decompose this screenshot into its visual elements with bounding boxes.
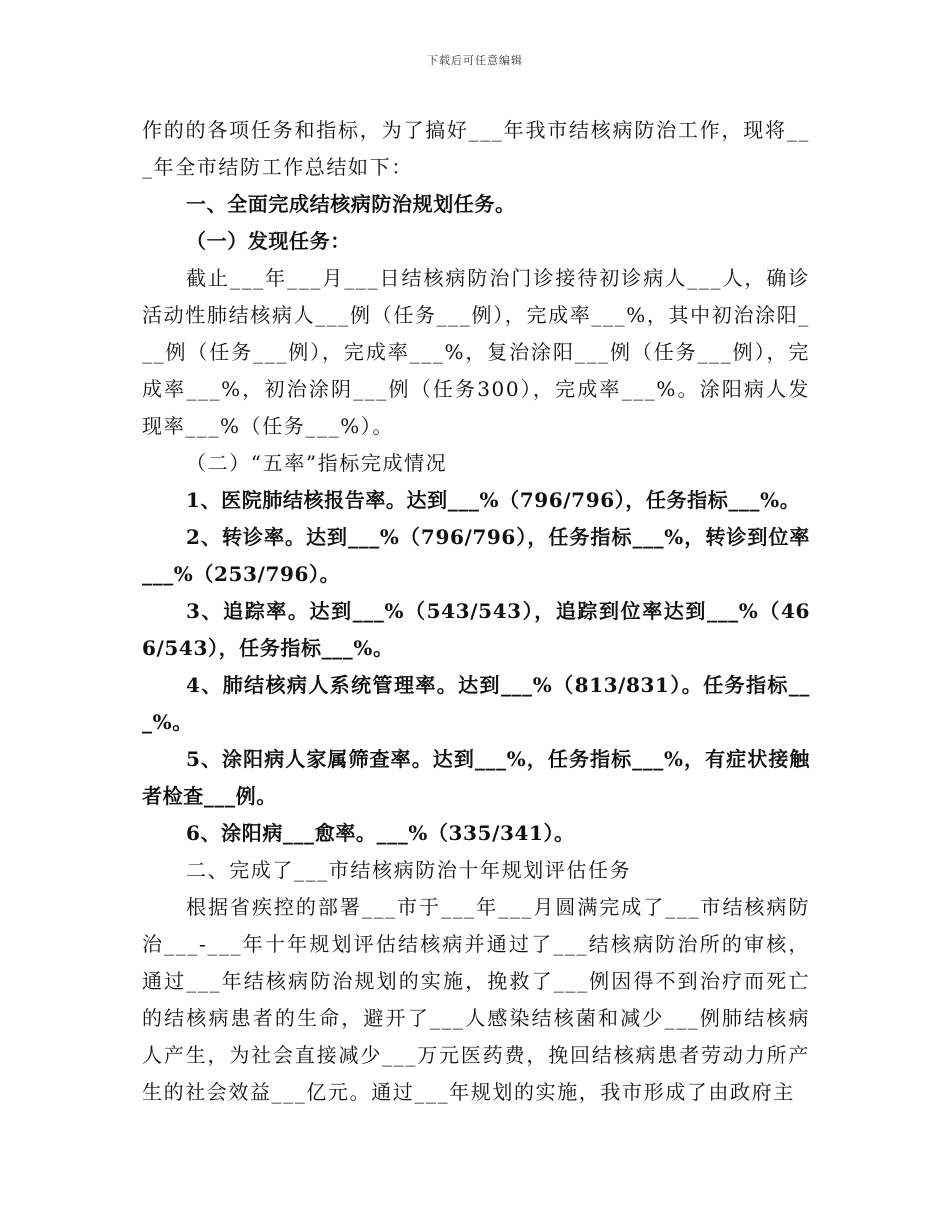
rate-item-4: 4、肺结核病人系统管理率。达到___%（813/831）。任务指标___%。 bbox=[142, 673, 810, 734]
section-heading-2: 二、完成了___市结核病防治十年规划评估任务 bbox=[186, 858, 632, 882]
rate-item-6: 6、涂阳病___愈率。___%（335/341）。 bbox=[186, 821, 575, 845]
rate-item-1: 1、医院肺结核报告率。达到___%（796/796），任务指标___%。 bbox=[186, 488, 801, 512]
intro-paragraph: 作的的各项任务和指标，为了搞好___年我市结核病防治工作，现将___年全市结防工作总结如下： bbox=[142, 118, 810, 179]
subsection-heading-five-rates: （二）“五率”指标完成情况 bbox=[186, 451, 448, 475]
page-header: 下载后可任意编辑 bbox=[427, 54, 523, 67]
document-body bbox=[142, 112, 810, 1111]
rate-item-3: 3、追踪率。达到___%（543/543），追踪到位率达到___%（466/543），任务指标___%。 bbox=[142, 599, 810, 660]
rate-item-2: 2、转诊率。达到___%（796/796），任务指标___%，转诊到位率___%（253/796）。 bbox=[142, 525, 810, 586]
evaluation-paragraph: 根据省疾控的部署___市于___年___月圆满完成了___市结核病防治___-___年十年规划评估结核病并通过了___结核病防治所的审核，通过___年结核病防治规划的实施，挽救了___例因得不到治疗而死亡的结核病患者的生命，避开了___人感染结核菌和减少___例肺结核病人产生，为社会直接减少___万元医药费，挽回结核病患者劳动力所产生的社会效益___亿元。通过___年规划的实施，我市形成了由政府主 bbox=[142, 895, 810, 1104]
section-heading-1: 一、全面完成结核病防治规划任务。 bbox=[186, 192, 516, 216]
rate-item-5: 5、涂阳病人家属筛查率。达到___%，任务指标___%，有症状接触者检查___例。 bbox=[142, 747, 810, 808]
discovery-paragraph: 截止___年___月___日结核病防治门诊接待初诊病人___人，确诊活动性肺结核病人___例（任务___例），完成率___%，其中初治涂阳___例（任务___例），完成率___%，复治涂阳___例（任务___例），完成率___%，初治涂阴___例（任务300），完成率___%。涂阳病人发现率___%（任务___%）。 bbox=[142, 266, 810, 438]
subsection-heading-discovery: （一）发现任务： bbox=[186, 229, 351, 253]
